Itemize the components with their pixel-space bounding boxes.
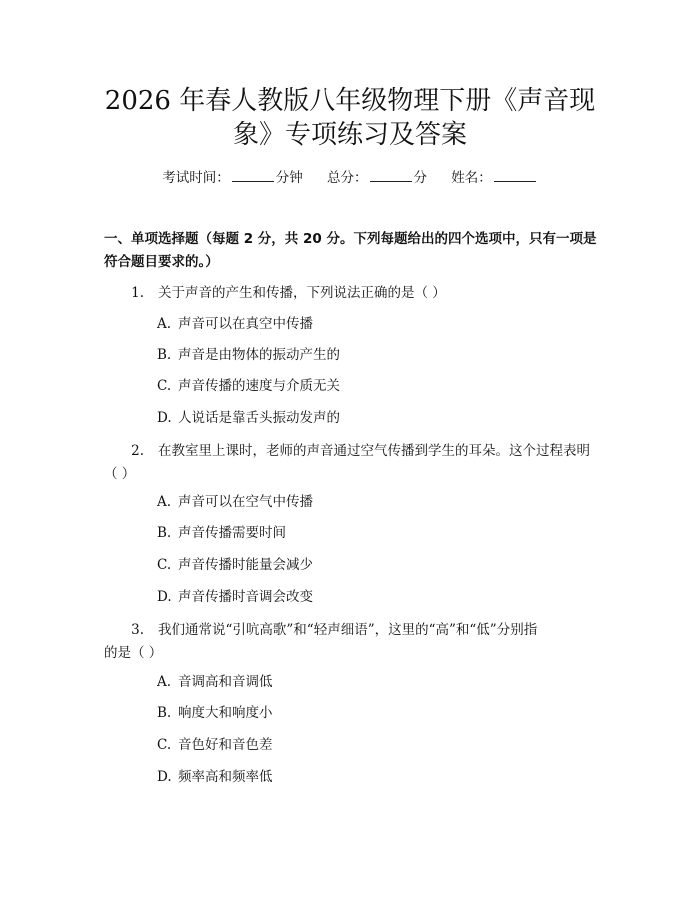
question-option xyxy=(157,345,340,365)
page-title-line-1: 2026 年春人教版八年级物理下册《声音现 xyxy=(104,86,596,116)
question-option xyxy=(157,555,313,575)
option-letter: C. xyxy=(157,557,172,573)
question-text: 在教室里上课时，老师的声音通过空气传播到学生的耳朵。这个过程表明 xyxy=(158,443,590,459)
question-stem xyxy=(104,282,600,305)
question-text-continued: 的是（ ） xyxy=(104,645,163,661)
exam-time-blank xyxy=(232,169,274,182)
question-text: 我们通常说“引吭高歌”和“轻声细语”，这里的“高”和“低”分别指 xyxy=(158,622,538,638)
student-name-label: 姓名： xyxy=(451,170,492,186)
option-text: 声音传播的速度与介质无关 xyxy=(178,378,340,394)
exam-time-unit: 分钟 xyxy=(275,170,303,186)
exam-time-field xyxy=(162,170,303,186)
option-letter: B. xyxy=(157,525,172,541)
student-name-blank xyxy=(494,169,536,182)
exam-meta-row xyxy=(0,168,700,188)
question-option xyxy=(157,703,273,723)
option-text: 人说话是靠舌头振动发声的 xyxy=(178,410,340,426)
question-option xyxy=(157,523,286,543)
question-option xyxy=(157,492,313,512)
option-letter: A. xyxy=(157,316,172,332)
total-score-unit: 分 xyxy=(413,170,427,186)
option-text: 声音可以在真空中传播 xyxy=(178,316,313,332)
option-text: 声音是由物体的振动产生的 xyxy=(178,347,340,363)
question-option xyxy=(157,408,340,428)
page-title-line-2: 象》专项练习及答案 xyxy=(232,120,467,150)
option-letter: C. xyxy=(157,737,172,753)
total-score-field xyxy=(327,170,427,186)
question-number: 1. xyxy=(131,285,144,301)
option-text: 声音传播时音调会改变 xyxy=(178,589,313,605)
section-heading xyxy=(104,228,598,274)
question-option xyxy=(157,314,313,334)
option-text: 响度大和响度小 xyxy=(178,705,273,721)
total-score-blank xyxy=(370,169,412,182)
option-text: 音色好和音色差 xyxy=(178,737,273,753)
option-letter: D. xyxy=(157,410,172,426)
question-option xyxy=(157,735,273,755)
section-heading-line-2: 符合题目要求的。） xyxy=(104,254,219,270)
question-text: 关于声音的产生和传播，下列说法正确的是（ ） xyxy=(158,285,446,301)
option-letter: B. xyxy=(157,705,172,721)
question-number: 3. xyxy=(131,622,144,638)
question-stem xyxy=(104,440,600,486)
question-number: 2. xyxy=(131,443,144,459)
question-option xyxy=(157,587,313,607)
question-stem xyxy=(104,619,600,665)
question-option xyxy=(157,672,273,692)
question-text-continued: （ ） xyxy=(104,466,136,482)
option-letter: D. xyxy=(157,589,172,605)
exam-time-label: 考试时间： xyxy=(162,170,230,186)
option-text: 频率高和频率低 xyxy=(178,769,273,785)
question-option xyxy=(157,376,340,396)
question-option xyxy=(157,767,273,787)
option-letter: B. xyxy=(157,347,172,363)
student-name-field xyxy=(451,170,538,186)
option-letter: C. xyxy=(157,378,172,394)
option-text: 声音传播需要时间 xyxy=(178,525,286,541)
option-letter: A. xyxy=(157,674,172,690)
option-text: 声音传播时能量会减少 xyxy=(178,557,313,573)
option-text: 声音可以在空气中传播 xyxy=(178,494,313,510)
option-text: 音调高和音调低 xyxy=(178,674,273,690)
section-heading-line-1: 一、单项选择题（每题 2 分，共 20 分。下列每题给出的四个选项中，只有一项是 xyxy=(104,231,597,247)
option-letter: D. xyxy=(157,769,172,785)
option-letter: A. xyxy=(157,494,172,510)
total-score-label: 总分： xyxy=(327,170,368,186)
